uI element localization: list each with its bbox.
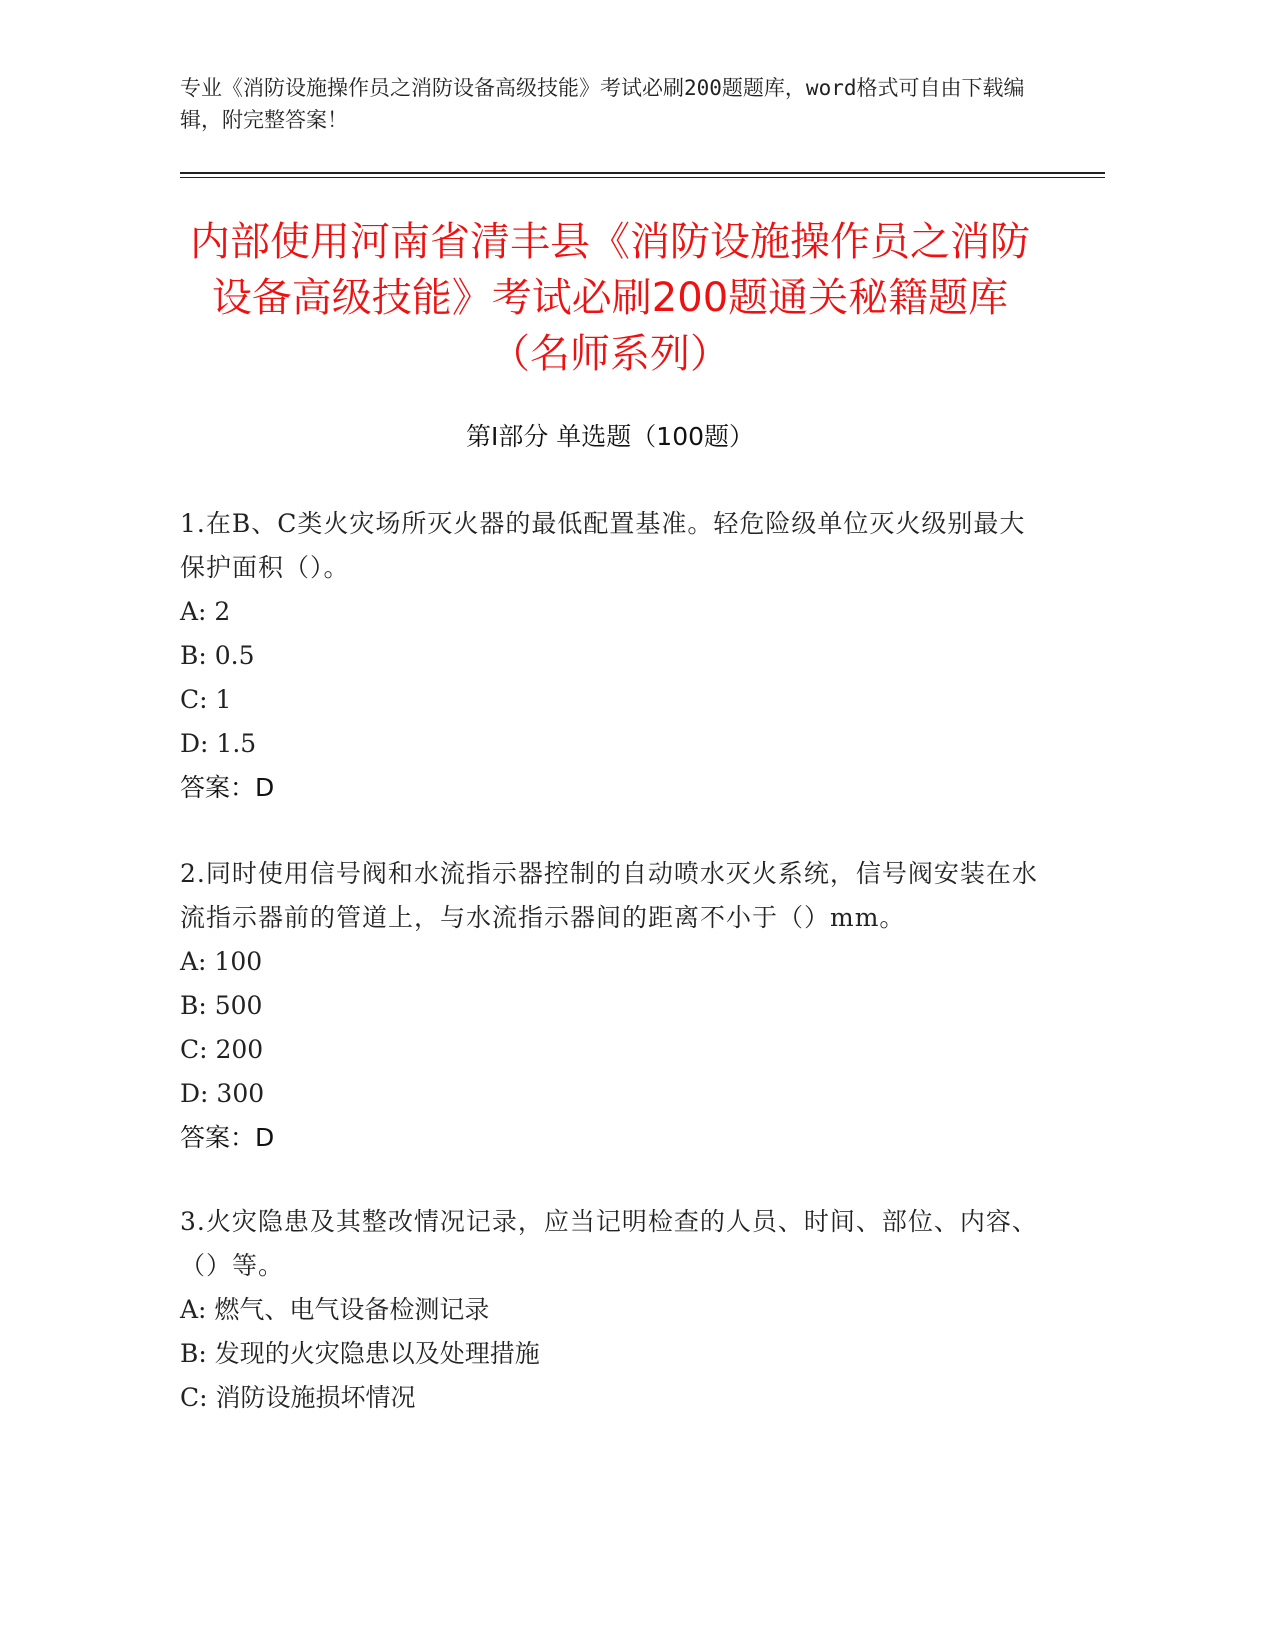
- header-divider-thick: [180, 172, 1105, 174]
- option-b: B: 500: [180, 991, 263, 1020]
- option-a: A: 100: [180, 947, 263, 976]
- option-d: D: 1.5: [180, 729, 257, 758]
- question-1: [180, 502, 1040, 810]
- option-b: B: 发现的火灾隐患以及处理措施: [180, 1339, 540, 1368]
- header-note: 专业《消防设施操作员之消防设备高级技能》考试必刷200题题库，word格式可自由下载编辑，附完整答案！: [180, 76, 1025, 132]
- option-c: C: 消防设施损坏情况: [180, 1383, 416, 1412]
- question-stem: 3.火灾隐患及其整改情况记录，应当记明检查的人员、时间、部位、内容、（）等。: [180, 1207, 1038, 1280]
- document-title: 内部使用河南省清丰县《消防设施操作员之消防设备高级技能》考试必刷200题通关秘籍题库（名师系列）: [190, 219, 1030, 377]
- option-c: C: 1: [180, 685, 232, 714]
- question-stem: 1.在B、C类火灾场所灭火器的最低配置基准。轻危险级单位灭火级别最大保护面积（）。: [180, 509, 1026, 582]
- option-d: D: 300: [180, 1079, 265, 1108]
- option-a: A: 2: [180, 597, 231, 626]
- question-stem: 2.同时使用信号阀和水流指示器控制的自动喷水灭火系统，信号阀安装在水流指示器前的管道上，与水流指示器间的距离不小于（）mm。: [180, 859, 1038, 932]
- option-a: A: 燃气、电气设备检测记录: [180, 1295, 490, 1324]
- answer: 答案：D: [180, 1123, 275, 1152]
- answer: 答案：D: [180, 773, 275, 802]
- question-2: [180, 852, 1040, 1160]
- option-c: C: 200: [180, 1035, 264, 1064]
- question-3: [180, 1200, 1040, 1420]
- section-heading: 第I部分 单选题（100题）: [465, 422, 755, 451]
- header-divider-thin: [180, 177, 1105, 178]
- option-b: B: 0.5: [180, 641, 255, 670]
